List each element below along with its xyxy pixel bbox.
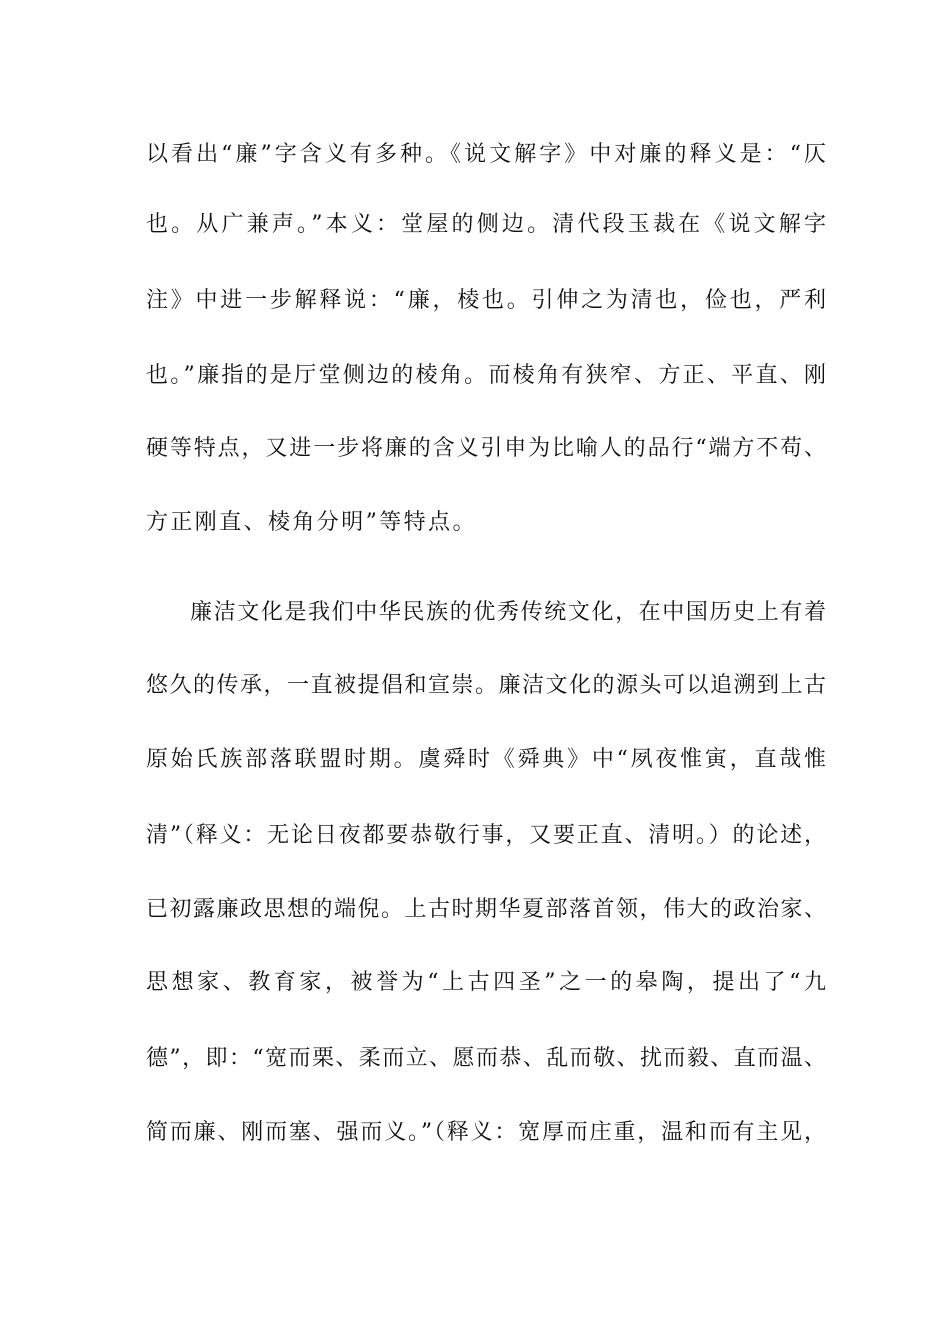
text-line: 注》中进一步解释说：“廉，棱也。引伸之为清也，俭也，严利 [146, 288, 826, 313]
text-line: 以看出“廉”字含义有多种。《说文解字》中对廉的释义是：“仄 [146, 142, 826, 167]
text-line: 也。从广兼声。”本义：堂屋的侧边。清代段玉裁在《说文解字 [146, 212, 826, 237]
text-line: 方正刚直、棱角分明”等特点。 [146, 510, 477, 535]
text-line: 原始氏族部落联盟时期。虞舜时《舜典》中“夙夜惟寅，直哉惟 [146, 747, 826, 772]
text-line: 思想家、教育家，被誉为“上古四圣”之一的皋陶，提出了“九 [146, 970, 826, 995]
text-line: 清”（释义：无论日夜都要恭敬行事，又要正直、清明。）的论述， [146, 823, 826, 848]
text-line: 也。”廉指的是厅堂侧边的棱角。而棱角有狭窄、方正、平直、刚 [146, 363, 826, 388]
text-line: 已初露廉政思想的端倪。上古时期华夏部落首领，伟大的政治家、 [146, 897, 826, 922]
text-line: 硬等特点，又进一步将廉的含义引申为比喻人的品行“端方不苟、 [146, 436, 826, 461]
text-line: 廉洁文化是我们中华民族的优秀传统文化，在中国历史上有着 [190, 600, 826, 625]
text-line: 悠久的传承，一直被提倡和宣崇。廉洁文化的源头可以追溯到上古 [146, 673, 826, 698]
text-line: 简而廉、刚而塞、强而义。”（释义：宽厚而庄重，温和而有主见， [146, 1120, 826, 1145]
text-line: 德”，即：“宽而栗、柔而立、愿而恭、乱而敬、扰而毅、直而温、 [146, 1046, 826, 1071]
